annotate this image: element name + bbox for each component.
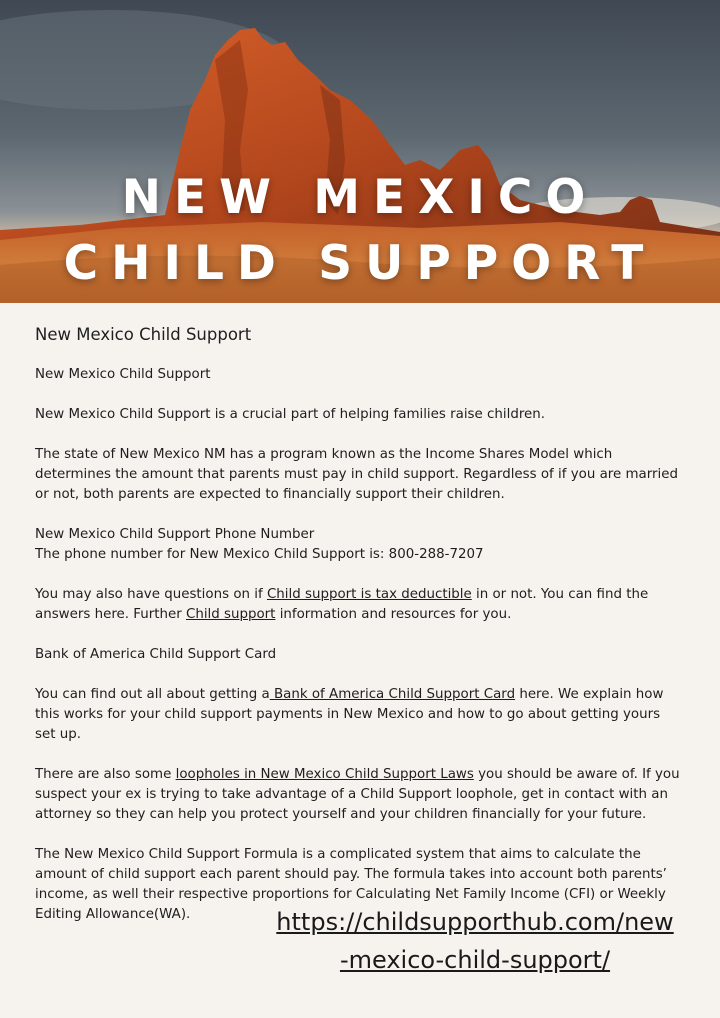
loopholes-link[interactable]: loopholes in New Mexico Child Support Laws <box>175 767 474 782</box>
phone-heading: New Mexico Child Support Phone Number <box>35 527 315 542</box>
tax-text-mid: in or not. You can find the answers here. Further <box>35 587 649 622</box>
source-url-link[interactable] <box>276 908 673 974</box>
tax-text-post: information and resources for you. <box>275 607 512 622</box>
tax-text-pre: You may also have questions on if <box>35 587 267 602</box>
boa-paragraph <box>35 685 684 745</box>
source-url-line2: -mexico-child-support/ <box>339 946 611 974</box>
source-url-line1: https://childsupporthub.com/new <box>276 908 674 936</box>
boa-heading: Bank of America Child Support Card <box>35 647 277 662</box>
article-subheading: New Mexico Child Support <box>35 367 211 382</box>
loop-text-post: you should be aware of. If you suspect your ex is trying to take advantage of a Child Support loophole, get in contact with an attorney so they can help you protect yourself and your children financially for your future. <box>35 767 680 822</box>
income-shares-paragraph: The state of New Mexico NM has a program known as the Income Shares Model which determines the amount that parents must pay in child support. Regardless of if you are married or not, both parents are expected to financially support their children. <box>35 447 678 502</box>
tax-deductible-link[interactable]: Child support is tax deductible <box>266 587 472 602</box>
loop-text-pre: There are also some <box>35 767 176 782</box>
hero-title-line2: CHILD SUPPORT <box>63 236 657 291</box>
loopholes-paragraph <box>35 765 684 825</box>
phone-line: The phone number for New Mexico Child Support is: 800-288-7207 <box>35 547 484 562</box>
tax-paragraph <box>35 585 684 625</box>
intro-paragraph: New Mexico Child Support is a crucial part of helping families raise children. <box>35 407 546 422</box>
hero-banner <box>0 0 720 303</box>
child-support-link[interactable]: Child support <box>185 607 276 622</box>
boa-text-post: here. We explain how this works for your child support payments in New Mexico and how to go about getting yours set up. <box>35 687 664 742</box>
hero-title-line1: NEW MEXICO <box>121 170 599 225</box>
article-heading: New Mexico Child Support <box>35 325 252 344</box>
source-url <box>240 903 710 979</box>
formula-paragraph: The New Mexico Child Support Formula is a complicated system that aims to calculate the amount of child support each parent should pay. The formula takes into account both parents’ income, as well their respective proportions for Calculating Net Family Income (CFI) or Weekly Editing Allowance(WA). <box>35 847 667 922</box>
boa-card-link[interactable]: Bank of America Child Support Card <box>269 687 516 702</box>
article-body <box>0 303 720 925</box>
phone-section <box>35 525 684 565</box>
boa-text-pre: You can find out all about getting a <box>35 687 270 702</box>
